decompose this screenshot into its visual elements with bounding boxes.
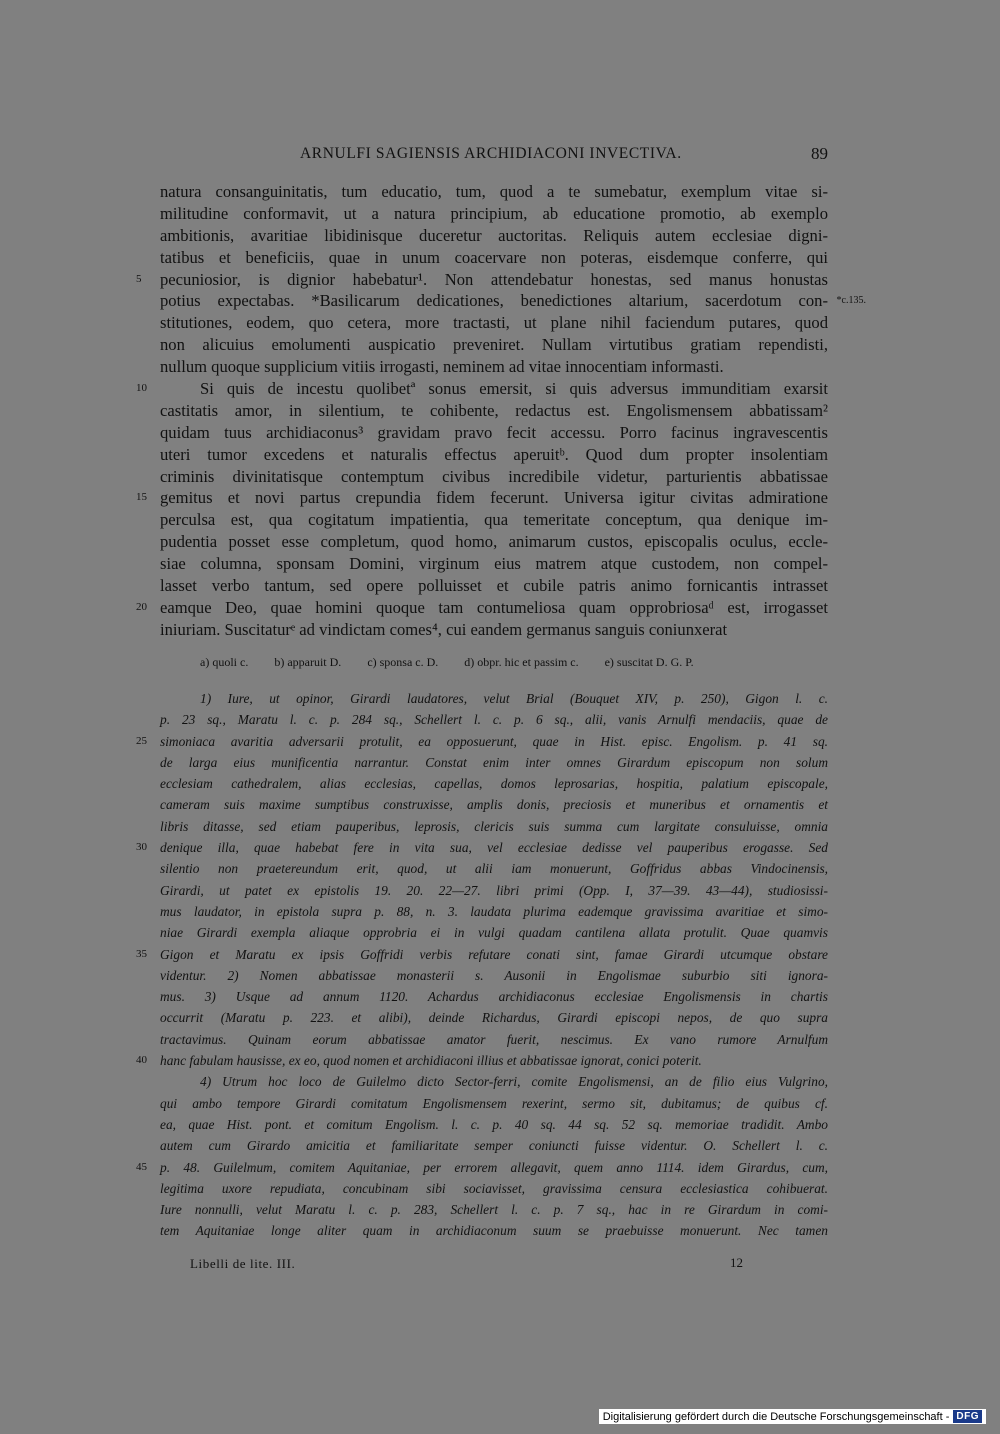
note-line-text: qui ambo tempore Girardi comitatum Engolismensem rexerint, sermo sit, dubitamus; de quibus cf. (160, 1095, 828, 1111)
running-title: ARNULFI SAGIENSIS ARCHIDIACONI INVECTIVA. (300, 145, 682, 162)
page-number: 89 (811, 144, 828, 163)
main-line (160, 356, 828, 378)
line-number: 40 (136, 1054, 147, 1067)
main-text (136, 181, 866, 641)
footnotes (136, 688, 828, 1242)
main-line-text: quidam tuus archidiaconus³ gravidam pravo fecit accessu. Porro facinus ingravescentis (160, 422, 828, 442)
note-line-text: 4) Utrum hoc loco de Guilelmo dicto Sector-ferri, comite Engolismensi, an de filio eius Vulgrino, (200, 1074, 828, 1090)
note-line (160, 965, 828, 986)
note-line-text: Girardi, ut patet ex epistolis 19. 20. 22—27. libri primi (Opp. I, 37—39. 43—44), studiosissi- (160, 882, 828, 898)
note-line-text: hanc fabulam hausisse, ex eo, quod nomen et archidiaconi illius et abbatissae ignorat, conici poterit. (160, 1053, 702, 1069)
main-line-text: ambitionis, avaritiae libidinisque duceretur auctoritas. Reliquis autem ecclesiae digni- (160, 225, 828, 245)
note-line (160, 709, 828, 730)
main-line-text: eamque Deo, quae homini quoque tam contumeliosa quam opprobriosaᵈ est, irrogasset (160, 597, 828, 617)
variant-readings (200, 655, 828, 670)
funding-notice (599, 1409, 986, 1424)
note-line-text: de larga eius munificentia narrantur. Constat enim inter omnes Girardum episcopum non solum (160, 754, 828, 770)
note-line (160, 1178, 828, 1199)
main-line-text: pecuniosior, is dignior habebatur¹. Non attendebatur honestas, sed manus honustas (160, 269, 828, 289)
main-line-text: uteri tumor excedens et naturalis effectus aperuitᵇ. Quod dum propter insolentiam (160, 444, 828, 464)
main-line (136, 378, 828, 400)
main-line (160, 181, 828, 203)
main-line (160, 444, 828, 466)
note-line (160, 1093, 828, 1114)
line-number: 10 (136, 382, 147, 395)
main-line-text: natura consanguinitatis, tum educatio, tum, quod a te sumebatur, exemplum vitae si- (160, 182, 828, 201)
note-line-text: mus. 3) Usque ad annum 1120. Achardus archidiaconus ecclesiae Engolismensis in chartis (160, 989, 828, 1005)
main-line-text: Si quis de incestu quolibetª sonus emersit, si quis adversus immunditiam exarsit (200, 379, 828, 399)
note-line-text: ecclesiam cathedralem, alias ecclesias, capellas, domos leprosarias, hospitia, palatium episcopale, (160, 776, 828, 792)
note-line-text: p. 23 sq., Maratu l. c. p. 284 sq., Schellert l. c. p. 6 sq., alii, vanis Arnulfi mendaciis, quae de (160, 712, 828, 728)
main-line (160, 400, 828, 422)
line-number: 45 (136, 1160, 147, 1173)
note-line-text: cameram suis maxime sumptibus construxisse, amplis donis, preciosis et muneribus et ornamentis et (160, 797, 828, 813)
main-line (136, 487, 828, 509)
main-line-text: gemitus et novi partus crepundia fidem fecerunt. Universa igitur civitas admiratione (160, 488, 828, 508)
line-number: 35 (136, 947, 147, 960)
variant-reading: b) apparuit D. (274, 655, 342, 669)
main-line (136, 597, 828, 619)
main-line-text: castitatis amor, in silentium, te cohibente, redactus est. Engolismensem abbatissam² (160, 400, 828, 420)
main-line-text: potius expectabas. *Basilicarum dedicationes, benedictiones altarium, sacerdotum con- (160, 291, 828, 311)
line-number: 15 (136, 491, 147, 504)
note-line-text: p. 48. Guilelmum, comitem Aquitaniae, per errorem allegavit, quem anno 1114. idem Girardus, cum, (160, 1159, 828, 1175)
main-line-text: lasset verbo tantum, sed opere polluisset et cubile patris animo fornicantis intrasset (160, 576, 828, 596)
variant-reading: c) sponsa c. D. (367, 655, 439, 669)
main-line-text: iniuriam. Suscitaturᵉ ad vindictam comes⁴, cui eandem germanus sanguis coniunxerat (160, 619, 728, 639)
main-line (136, 269, 828, 291)
note-line (160, 1071, 828, 1092)
main-line (160, 225, 828, 247)
note-line-text: videntur. 2) Nomen abbatissae monasterii s. Ausonii in Engolismae suburbio siti ignora- (160, 967, 828, 983)
note-line (160, 1199, 828, 1220)
signature-line: Libelli de lite. III. (190, 1256, 296, 1271)
variant-reading: e) suscitat D. G. P. (604, 655, 694, 669)
note-line-text: tractavimus. Quinam eorum abbatissae amator fuerit, nescimus. Ex vano rumore Arnulfum (160, 1031, 828, 1047)
main-line (160, 422, 828, 444)
note-line-text: 1) Iure, ut opinor, Girardi laudatores, velut Brial (Bouquet XIV, p. 250), Gigon l. c. (200, 691, 828, 706)
note-line-text: libris ditasse, sed etiam pauperibus, leprosis, clericis suis summa cum largitate consuluisse, omnia (160, 818, 828, 834)
main-line-text: non alicuius emolumenti auspicatio preveniret. Nullam virtutibus gratiam rependisti, (160, 335, 828, 355)
note-line-text: Gigon et Maratu ex ipsis Goffridi verbis refutare conati sint, famae Girardi utcumque obstare (160, 946, 828, 962)
main-line (160, 466, 828, 488)
main-line (160, 290, 866, 312)
note-line (160, 1029, 828, 1050)
note-line (160, 1007, 828, 1028)
note-line (160, 752, 828, 773)
note-line (136, 1050, 828, 1071)
note-line (160, 1114, 828, 1135)
note-line (160, 858, 828, 879)
main-line (160, 312, 828, 334)
note-line (160, 688, 828, 709)
note-line (160, 816, 828, 837)
note-line-text: denique illa, quae habebat fere in vita sua, vel ecclesiae dedisse vel pauperibus erogasse. Sed (160, 840, 828, 856)
note-line-text: niae Girardi exempla aliaque opprobria ei in vulgi quadam cantilena allata protulit. Quae quamvis (160, 925, 828, 941)
main-line-text: militudine conformavit, ut a natura principium, ab educatione promotio, ab exemplo (160, 203, 828, 223)
main-line-text: pudentia posset esse completum, quod homo, animarum custos, episcopalis oculus, eccle- (160, 532, 828, 552)
main-line-text: nullum quoque supplicium vitiis irrogasti, neminem ad vitae innocentiam informasti. (160, 357, 724, 377)
note-line-text: ea, quae Hist. pont. et comitum Engolism. l. c. p. 40 sq. 44 sq. 52 sq. memoriae tradidit. Ambo (160, 1116, 828, 1132)
note-line-text: tem Aquitaniae longe aliter quam in archidiaconum suum se praebuisse monuerunt. Nec tamen (160, 1223, 828, 1239)
variant-reading: d) obpr. hic et passim c. (464, 655, 579, 669)
note-line-text: mus laudator, in epistola supra p. 88, n. 3. laudata plurima eademque gravissima avaritiae et simo- (160, 903, 828, 919)
note-line (160, 1220, 828, 1241)
main-line (160, 553, 828, 575)
line-number: 20 (136, 600, 147, 613)
main-line (160, 619, 828, 641)
line-number: 30 (136, 841, 147, 854)
main-line (160, 334, 828, 356)
line-number: 25 (136, 734, 147, 747)
page-header (160, 145, 828, 167)
note-line-text: occurrit (Maratu p. 223. et alibi), deinde Richardus, Girardi episcopi nepos, de quo supra (160, 1010, 828, 1026)
main-line (160, 575, 828, 597)
note-line (136, 1157, 828, 1178)
note-line (136, 944, 828, 965)
main-line (160, 531, 828, 553)
note-line (160, 1135, 828, 1156)
note-line (160, 922, 828, 943)
note-line (160, 773, 828, 794)
main-line-text: tatibus et beneficiis, quae in unum coacervare non poteras, eisdemque conferre, qui (160, 247, 828, 267)
note-line (160, 901, 828, 922)
note-line (136, 731, 828, 752)
main-line-text: criminis divinitatisque contemptum civibus incredibile videtur, parturientis abbatissae (160, 466, 828, 486)
variant-reading: a) quoli c. (200, 655, 249, 669)
dfg-logo-icon: DFG (953, 1410, 982, 1423)
main-line (160, 247, 828, 269)
note-line (136, 837, 828, 858)
note-line-text: autem cum Girardo amicitia et familiaritate semper coniuncti fuisse videntur. O. Schellert l. c. (160, 1138, 828, 1154)
line-number: 5 (136, 272, 142, 285)
note-line (160, 794, 828, 815)
note-line (160, 880, 828, 901)
note-line-text: legitima uxore repudiata, concubinam sibi sociavisset, gravissima censura ecclesiastica cohibuerat. (160, 1180, 828, 1196)
main-line-text: stitutiones, eodem, quo cetera, more tractasti, ut plane nihil faciendum putares, quod (160, 313, 828, 333)
note-line (160, 986, 828, 1007)
main-line (160, 509, 828, 531)
main-line-text: perculsa est, qua cogitatum impatientia, qua temeritate conceptum, qua denique im- (160, 510, 828, 530)
funding-text: Digitalisierung gefördert durch die Deutsche Forschungsgemeinschaft - (602, 1410, 950, 1423)
signature-number: 12 (730, 1255, 743, 1270)
note-line-text: silentio non praetereundum erit, quod, ut alii iam monuerunt, Goffridus abbas Vindocinensis, (160, 861, 828, 877)
margin-reference: *c.135. (836, 295, 866, 307)
note-line-text: Iure nonnulli, velut Maratu l. c. p. 283, Schellert l. c. p. 7 sq., hac in re Girardum in comi- (160, 1202, 828, 1218)
note-line-text: simoniaca avaritia adversarii protulit, ea opposuerunt, quae in Hist. episc. Engolism. p. 41 sq. (160, 733, 828, 749)
main-line-text: siae columna, sponsam Domini, virginum eius matrem atque custodem, non compel- (160, 554, 828, 574)
main-line (160, 203, 828, 225)
